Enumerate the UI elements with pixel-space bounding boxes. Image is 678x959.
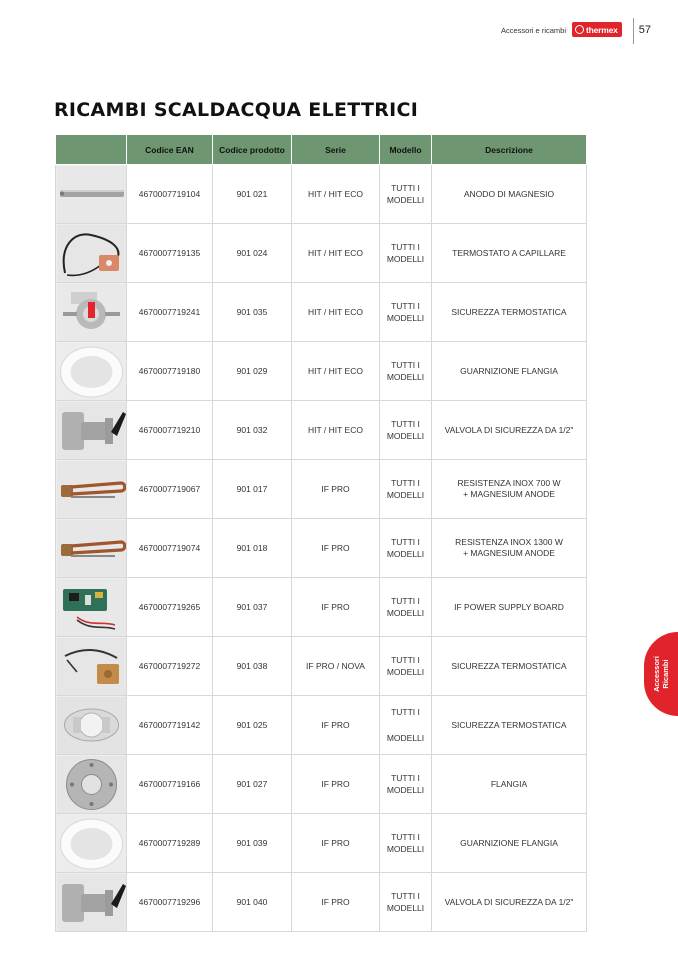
section-label: Accessori e ricambi <box>500 26 566 35</box>
part-image-cell <box>56 519 127 578</box>
col-header-series: Serie <box>292 135 380 165</box>
series-cell: IF PRO <box>292 814 380 873</box>
product-code-cell: 901 027 <box>213 755 292 814</box>
table-row <box>56 578 587 637</box>
series-cell: IF PRO <box>292 755 380 814</box>
model-line1: TUTTI I <box>391 537 420 547</box>
product-code-cell: 901 039 <box>213 814 292 873</box>
model-cell <box>380 519 432 578</box>
model-line2: MODELLI <box>386 549 425 559</box>
table-row <box>56 696 587 755</box>
heating-element-photo <box>57 461 126 518</box>
model-cell <box>380 873 432 932</box>
product-code-cell: 901 018 <box>213 519 292 578</box>
description-line1: TERMOSTATO A CAPILLARE <box>452 247 566 258</box>
table-row <box>56 283 587 342</box>
part-image-cell <box>56 224 127 283</box>
model-cell <box>380 165 432 224</box>
series-cell: HIT / HIT ECO <box>292 165 380 224</box>
model-cell <box>380 460 432 519</box>
description-line1: FLANGIA <box>490 778 528 789</box>
table-row <box>56 814 587 873</box>
table-header-row <box>56 135 587 165</box>
model-line2: MODELLI <box>386 608 425 618</box>
col-header-image <box>56 135 127 165</box>
model-line2: MODELLI <box>386 490 425 500</box>
table-body <box>56 165 587 932</box>
part-image-cell <box>56 165 127 224</box>
model-line1: TUTTI I <box>391 773 420 783</box>
description-line1: VALVOLA DI SICUREZZA DA 1/2" <box>444 424 574 435</box>
col-header-product-code: Codice prodotto <box>213 135 292 165</box>
heating-element-photo <box>57 520 126 577</box>
description-line1: SICUREZZA TERMOSTATICA <box>451 719 567 730</box>
part-image-cell <box>56 696 127 755</box>
description-cell <box>432 814 587 873</box>
table-row <box>56 637 587 696</box>
model-line2: MODELLI <box>386 733 425 743</box>
ean-cell: 4670007719289 <box>127 814 213 873</box>
description-cell <box>432 342 587 401</box>
part-image-cell <box>56 578 127 637</box>
page-title: RICAMBI SCALDACQUA ELETTRICI <box>54 99 419 121</box>
product-code-cell: 901 035 <box>213 283 292 342</box>
ean-cell: 4670007719142 <box>127 696 213 755</box>
flange-gasket-photo <box>57 815 126 872</box>
thermal-safety-cutout-photo <box>57 284 126 341</box>
ean-cell: 4670007719067 <box>127 460 213 519</box>
description-line2: + MAGNESIUM ANODE <box>463 548 555 558</box>
part-image-cell <box>56 637 127 696</box>
logo-mark-icon <box>575 25 584 34</box>
description-cell <box>432 696 587 755</box>
col-header-description: Descrizione <box>432 135 587 165</box>
description-cell <box>432 755 587 814</box>
table-row <box>56 342 587 401</box>
product-code-cell: 901 017 <box>213 460 292 519</box>
part-image-cell <box>56 342 127 401</box>
description-cell <box>432 165 587 224</box>
safety-valve-photo <box>57 402 126 459</box>
power-supply-board-photo <box>57 579 126 636</box>
table-row <box>56 755 587 814</box>
ean-cell: 4670007719135 <box>127 224 213 283</box>
col-header-ean: Codice EAN <box>127 135 213 165</box>
model-cell <box>380 696 432 755</box>
magnesium-anode-photo <box>57 166 126 223</box>
model-line1: TUTTI I <box>391 707 420 717</box>
part-image-cell <box>56 873 127 932</box>
page-number: 57 <box>638 24 651 36</box>
model-cell <box>380 814 432 873</box>
model-line2: MODELLI <box>386 372 425 382</box>
table-row <box>56 401 587 460</box>
series-cell: HIT / HIT ECO <box>292 401 380 460</box>
model-line1: TUTTI I <box>391 832 420 842</box>
side-tab-line1: Accessori <box>652 656 661 692</box>
description-cell <box>432 224 587 283</box>
table-row <box>56 460 587 519</box>
model-line2: MODELLI <box>386 785 425 795</box>
model-cell <box>380 224 432 283</box>
model-cell <box>380 755 432 814</box>
description-line1: ANODO DI MAGNESIO <box>463 188 555 199</box>
part-image-cell <box>56 755 127 814</box>
model-cell <box>380 283 432 342</box>
description-cell <box>432 401 587 460</box>
product-code-cell: 901 024 <box>213 224 292 283</box>
bimetal-thermostat-photo <box>57 697 126 754</box>
model-line2: MODELLI <box>386 431 425 441</box>
table-row <box>56 519 587 578</box>
model-line1: TUTTI I <box>391 301 420 311</box>
ean-cell: 4670007719241 <box>127 283 213 342</box>
series-cell: IF PRO / NOVA <box>292 637 380 696</box>
series-cell: HIT / HIT ECO <box>292 283 380 342</box>
model-cell <box>380 342 432 401</box>
product-code-cell: 901 025 <box>213 696 292 755</box>
model-line1: TUTTI I <box>391 242 420 252</box>
model-line2: MODELLI <box>386 903 425 913</box>
table-row <box>56 165 587 224</box>
model-line1: TUTTI I <box>391 596 420 606</box>
model-line1: TUTTI I <box>391 360 420 370</box>
series-cell: IF PRO <box>292 696 380 755</box>
description-line1: RESISTENZA INOX 700 W <box>457 478 561 488</box>
description-line1: SICUREZZA TERMOSTATICA <box>451 306 567 317</box>
product-code-cell: 901 037 <box>213 578 292 637</box>
brand-name: thermex <box>586 24 618 35</box>
product-code-cell: 901 038 <box>213 637 292 696</box>
product-code-cell: 901 021 <box>213 165 292 224</box>
page-header <box>418 0 678 44</box>
ean-cell: 4670007719166 <box>127 755 213 814</box>
side-tab-label <box>652 656 670 692</box>
description-line1: VALVOLA DI SICUREZZA DA 1/2" <box>444 896 574 907</box>
description-cell <box>432 637 587 696</box>
description-line1: GUARNIZIONE FLANGIA <box>460 837 558 848</box>
table-row <box>56 873 587 932</box>
series-cell: HIT / HIT ECO <box>292 342 380 401</box>
model-cell <box>380 401 432 460</box>
col-header-model: Modello <box>380 135 432 165</box>
description-cell <box>432 519 587 578</box>
ean-cell: 4670007719074 <box>127 519 213 578</box>
model-line1: TUTTI I <box>391 655 420 665</box>
model-line2: MODELLI <box>386 313 425 323</box>
model-cell <box>380 637 432 696</box>
model-line1: TUTTI I <box>391 183 420 193</box>
model-line2: MODELLI <box>386 844 425 854</box>
series-cell: IF PRO <box>292 578 380 637</box>
wired-thermostat-photo <box>57 638 126 695</box>
part-image-cell <box>56 460 127 519</box>
part-image-cell <box>56 814 127 873</box>
side-tab-line2: Ricambi <box>661 659 670 689</box>
brand-logo <box>572 22 622 37</box>
spare-parts-table <box>55 134 587 932</box>
capillary-thermostat-photo <box>57 225 126 282</box>
table-row <box>56 224 587 283</box>
ean-cell: 4670007719265 <box>127 578 213 637</box>
part-image-cell <box>56 283 127 342</box>
product-code-cell: 901 029 <box>213 342 292 401</box>
description-line1: RESISTENZA INOX 1300 W <box>455 537 563 547</box>
description-cell <box>432 460 587 519</box>
flange-gasket-photo <box>57 343 126 400</box>
description-line1: IF POWER SUPPLY BOARD <box>454 601 564 612</box>
ean-cell: 4670007719210 <box>127 401 213 460</box>
description-line1: GUARNIZIONE FLANGIA <box>460 365 558 376</box>
description-line1: SICUREZZA TERMOSTATICA <box>451 660 567 671</box>
series-cell: IF PRO <box>292 460 380 519</box>
series-cell: IF PRO <box>292 519 380 578</box>
product-code-cell: 901 040 <box>213 873 292 932</box>
description-cell <box>432 578 587 637</box>
part-image-cell <box>56 401 127 460</box>
section-side-tab[interactable] <box>644 632 678 716</box>
product-code-cell: 901 032 <box>213 401 292 460</box>
ean-cell: 4670007719296 <box>127 873 213 932</box>
series-cell: IF PRO <box>292 873 380 932</box>
ean-cell: 4670007719180 <box>127 342 213 401</box>
header-divider <box>633 18 634 44</box>
model-line1: TUTTI I <box>391 891 420 901</box>
series-cell: HIT / HIT ECO <box>292 224 380 283</box>
model-cell <box>380 578 432 637</box>
model-line1: TUTTI I <box>391 478 420 488</box>
model-line2: MODELLI <box>386 195 425 205</box>
flange-photo <box>57 756 126 813</box>
model-line2: MODELLI <box>386 254 425 264</box>
safety-valve-photo <box>57 874 126 931</box>
description-cell <box>432 283 587 342</box>
model-line2: MODELLI <box>386 667 425 677</box>
ean-cell: 4670007719272 <box>127 637 213 696</box>
ean-cell: 4670007719104 <box>127 165 213 224</box>
description-cell <box>432 873 587 932</box>
description-line2: + MAGNESIUM ANODE <box>463 489 555 499</box>
model-line1: TUTTI I <box>391 419 420 429</box>
